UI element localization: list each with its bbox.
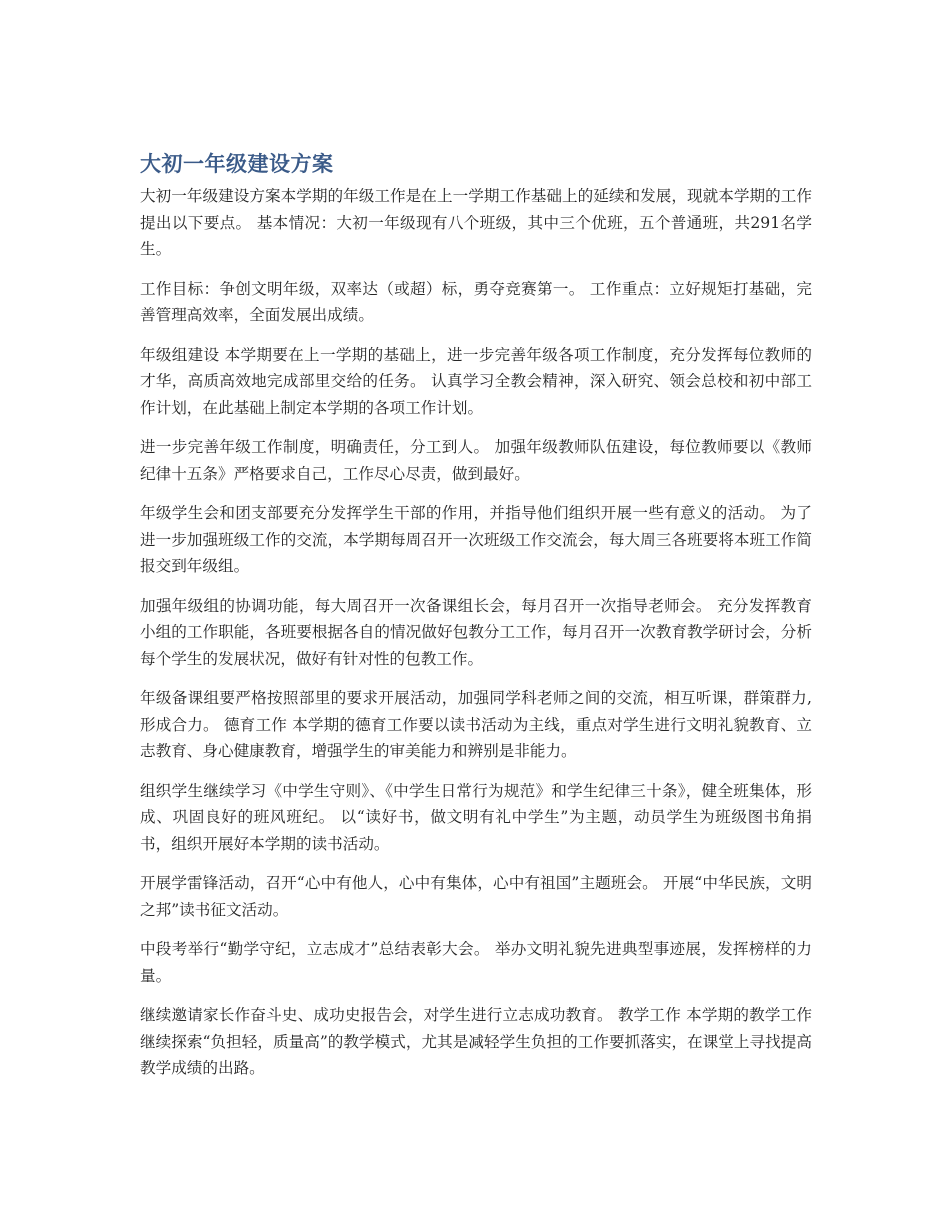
paragraph-2: 工作目标：争创文明年级，双率达（或超）标，勇夺竞赛第一。 工作重点：立好规矩打基础，完善管理高效率，全面发展出成绩。 <box>140 279 812 324</box>
paragraph-8: 组织学生继续学习《中学生守则》、《中学生日常行为规范》和学生纪律三十条》，健全班集体，形成、巩固良好的班风班纪。 以“读好书，做文明有礼中学生”为主题，动员学生为班级图书角捐书，组织开展好本学期的读书活动。 <box>140 781 812 853</box>
document-page <box>140 148 812 1095</box>
paragraph-10: 中段考举行“勤学守纪，立志成才”总结表彰大会。 举办文明礼貌先进典型事迹展，发挥榜样的力量。 <box>140 940 812 985</box>
paragraph-7: 年级备课组要严格按照部里的要求开展活动，加强同学科老师之间的交流，相互听课，群策群力,形成合力。 德育工作 本学期的德育工作要以读书活动为主线，重点对学生进行文明礼貌教育、立志教育、身心健康教育，增强学生的审美能力和辨别是非能力。 <box>140 689 812 760</box>
paragraph-4: 进一步完善年级工作制度，明确责任，分工到人。 加强年级教师队伍建设，每位教师要以《教师纪律十五条》严格要求自己，工作尽心尽责，做到最好。 <box>140 438 812 483</box>
paragraph-5: 年级学生会和团支部要充分发挥学生干部的作用，并指导他们组织开展一些有意义的活动。 为了进一步加强班级工作的交流，本学期每周召开一次班级工作交流会，每大周三各班要将本班工作简报交到年级组。 <box>140 504 812 575</box>
paragraph-3: 年级组建设 本学期要在上一学期的基础上，进一步完善年级各项工作制度，充分发挥每位教师的才华，高质高效地完成部里交给的任务。 认真学习全教会精神，深入研究、领会总校和初中部工作计划，在此基础上制定本学期的各项工作计划。 <box>140 345 812 417</box>
paragraph-9: 开展学雷锋活动，召开“心中有他人，心中有集体，心中有祖国”主题班会。 开展“中华民族，文明之邦”读书征文活动。 <box>140 874 812 919</box>
paragraph-6: 加强年级组的协调功能，每大周召开一次备课组长会，每月召开一次指导老师会。 充分发挥教育小组的工作职能，各班要根据各自的情况做好包教分工工作，每月召开一次教育教学研讨会，分析每个学生的发展状况，做好有针对性的包教工作。 <box>140 596 812 668</box>
paragraph-1: 大初一年级建设方案本学期的年级工作是在上一学期工作基础上的延续和发展，现就本学期的工作提出以下要点。 基本情况：大初一年级现有八个班级，其中三个优班，五个普通班，共291名学生。 <box>140 187 812 258</box>
document-title: 大初一年级建设方案 <box>140 152 334 176</box>
paragraph-11: 继续邀请家长作奋斗史、成功史报告会，对学生进行立志成功教育。 教学工作 本学期的教学工作继续探索“负担轻，质量高”的教学模式，尤其是减轻学生负担的工作要抓落实，在课堂上寻找提高教学成绩的出路。 <box>140 1006 812 1077</box>
